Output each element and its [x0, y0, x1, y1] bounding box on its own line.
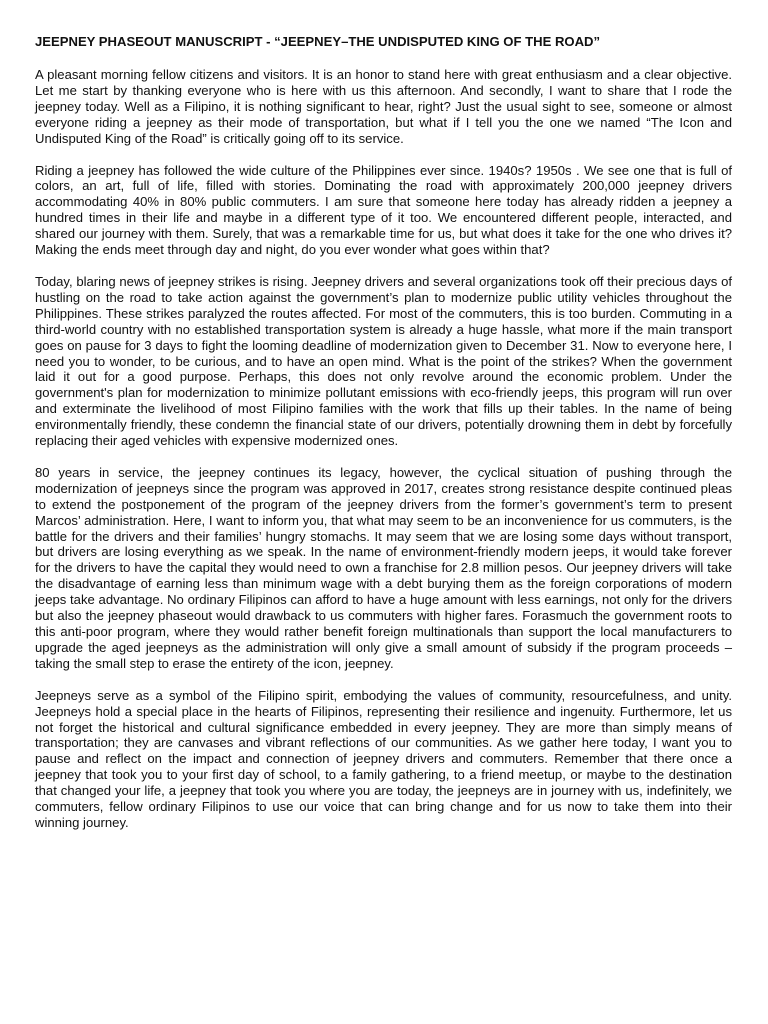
paragraph-strikes: Today, blaring news of jeepney strikes is rising. Jeepney drivers and several organizations took off their precious days of hustling on the road to take action against the government’s plan to modernize public utility vehicles throughout the Philippines. These strikes paralyzed the routes affected. For most of the commuters, this is too burden. Commuting in a third-world country with no established transportation system is already a huge hassle, what more if the main transport goes on pause for 3 days to fight the looming deadline of modernization given to December 31. Now to everyone here, I need you to wonder, to be curious, and to have an open mind. What is the point of the strikes? When the government laid it out for a good purpose. Perhaps, this does not only revolve around the economic problem. Under the government's plan for modernization to minimize pollutant emissions with eco-friendly jeeps, this program will run over and exterminate the livelihood of most Filipino families with the work that fills up their tables. In the name of being environmentally friendly, these condemn the financial state of our drivers, potentially drowning them in debt by forcefully replacing their aged vehicles with expensive modernized ones. — [35, 273, 732, 449]
paragraph-symbol: Jeepneys serve as a symbol of the Filipino spirit, embodying the values of community, resourcefulness, and unity. Jeepneys hold a special place in the hearts of Filipinos, representing their resilience and ingenuity. Furthermore, let us not forget the historical and cultural significance embedded in every jeepney. They are more than simply means of transportation; they are canvases and vibrant reflections of our communities. As we gather here today, I want you to pause and reflect on the impact and connection of jeepney drivers and commuters. Remember that there once a jeepney that took you to your first day of school, to a family gathering, to a friend meetup, or maybe to the destination that changed your life, a jeepney that took you where you are today, the jeepneys are in journey with us, indefinitely, we commuters, fellow ordinary Filipinos to use our voice that can bring change and for us now to take them into their winning journey. — [35, 687, 732, 830]
paragraph-intro: A pleasant morning fellow citizens and visitors. It is an honor to stand here with great enthusiasm and a clear objective. Let me start by thanking everyone who is here with us this afternoon. And secondly, I want to share that I rode the jeepney today. Well as a Filipino, it is nothing significant to hear, right? Just the usual sight to see, someone or almost everyone riding a jeepney as their mode of transportation, but what if I tell you the one we named “The Icon and Undisputed King of the Road” is critically going off to its service. — [35, 67, 732, 146]
paragraph-culture: Riding a jeepney has followed the wide culture of the Philippines ever since. 1940s? 1950s . We see one that is full of colors, an art, full of life, filled with stories. Dominating the road with approximately 200,000 jeepney drivers accommodating 40% in 80% public commuters. I am sure that someone here today has already ridden a jeepney a hundred times in their life and maybe in a different type of it too. We encountered different people, interacted, and shared our journey with them. Surely, that was a remarkable time for us, but what does it take for the one who drives it? Making the ends meet through day and night, do you ever wonder what goes within that? — [35, 162, 732, 258]
paragraph-legacy: 80 years in service, the jeepney continues its legacy, however, the cyclical situation of pushing through the modernization of jeepneys since the program was approved in 2017, creates strong resistance despite continued pleas to extend the postponement of the program of the jeepney drivers from the former’s government’s term to present Marcos’ administration. Here, I want to inform you, that what may seem to be an inconvenience for us commuters, is the battle for the drivers and their families’ hungry stomachs. It may seem that we are losing some days without transport, but drivers are losing everything as we speak. In the name of environment-friendly modern jeeps, it would take forever for the drivers to have the capital they would need to own a franchise for 2.8 million pesos. Our jeepney drivers will take the disadvantage of earning less than minimum wage with a debt burying them as the foreign corporations of modern jeeps take advantage. No ordinary Filipinos can afford to have a huge amount with less earnings, not only for the drivers but also the jeepney phaseout would drawback to us commuters with higher fares. Forasmuch the government roots to this anti-poor program, where they would rather benefit foreign multinationals than support the local manufacturers to upgrade the aged jeepneys as the administration will only give a small amount of subsidy if the program proceeds – taking the small step to erase the entirety of the icon, jeepney. — [35, 464, 732, 671]
document-title: JEEPNEY PHASEOUT MANUSCRIPT - “JEEPNEY–THE UNDISPUTED KING OF THE ROAD” — [35, 34, 601, 49]
document-page — [35, 33, 732, 847]
